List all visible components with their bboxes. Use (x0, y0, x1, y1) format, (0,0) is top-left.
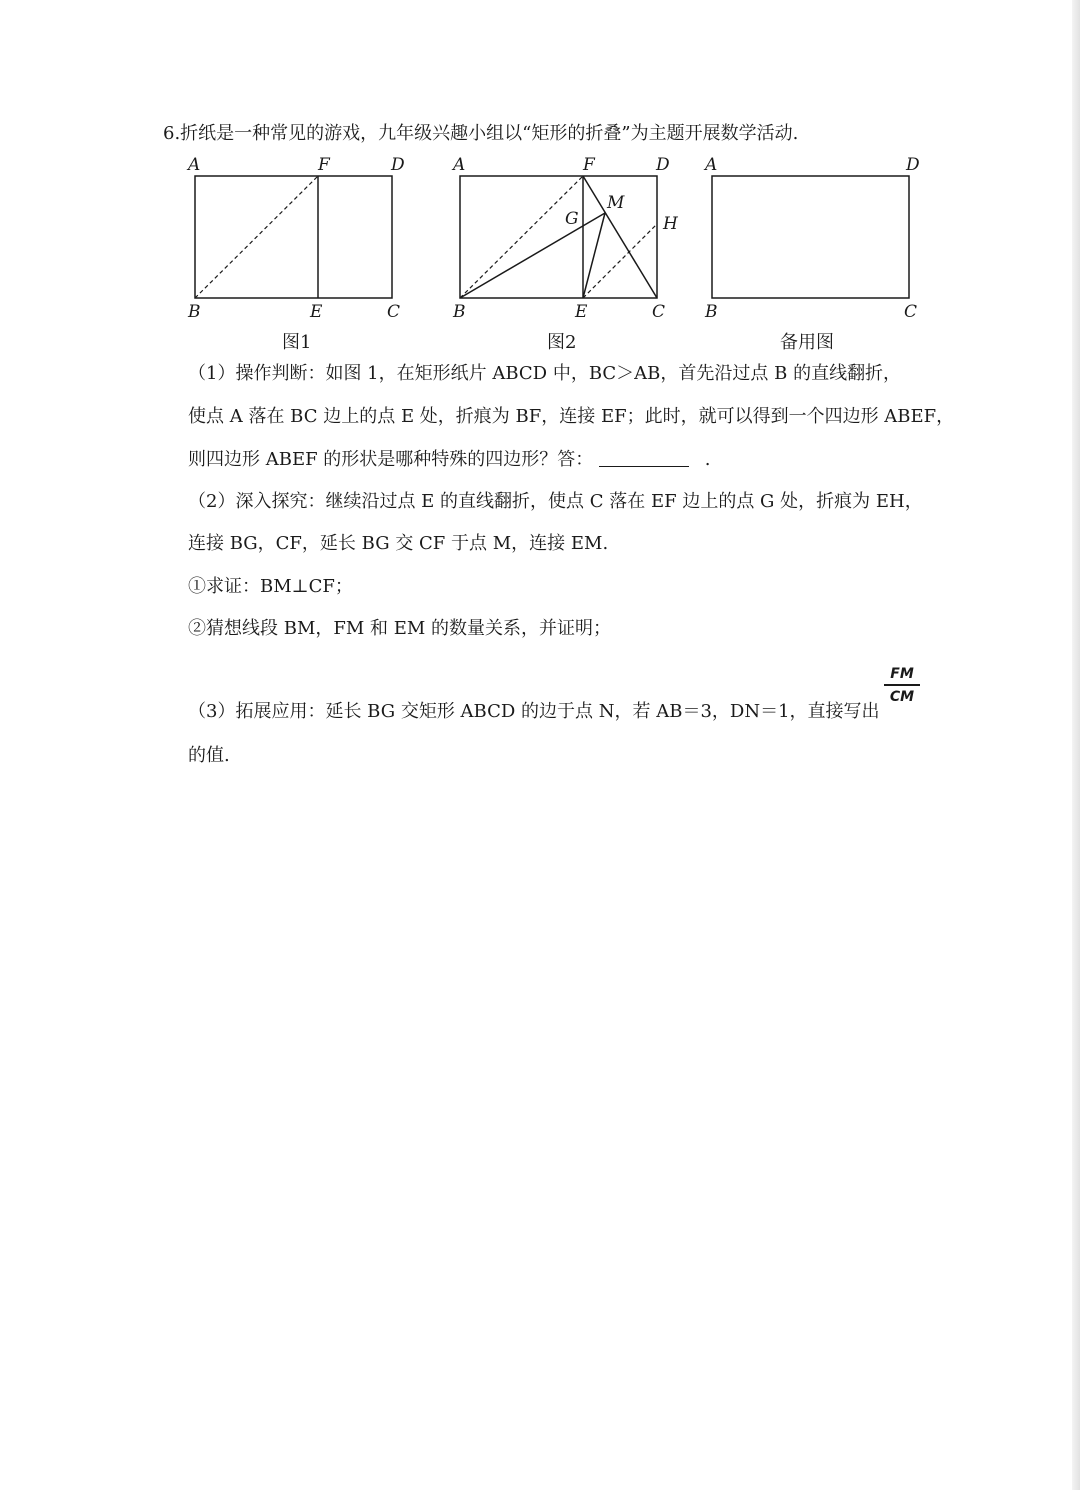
label-c: C (387, 302, 401, 322)
question-title: 6.折纸是一种常见的游戏，九年级兴趣小组以“矩形的折叠”为主题开展数学活动. (163, 123, 799, 144)
label-d: D (906, 155, 920, 175)
figure-1-diagram (180, 150, 420, 325)
label-g: G (565, 209, 579, 229)
figure-2-caption: 图2 (547, 332, 577, 353)
segment-em (583, 213, 605, 298)
part3-line1: （3）拓展应用：延长 BG 交矩形 ABCD 的边于点 N，若 AB＝3，DN＝1，直接写出 (188, 701, 880, 722)
part2-sub1: ①求证：BM⊥CF； (188, 576, 353, 597)
label-f: F (318, 155, 330, 175)
label-d: D (656, 155, 670, 175)
label-c: C (904, 302, 918, 322)
label-b: B (188, 302, 201, 322)
part1-line1: （1）操作判断：如图 1，在矩形纸片 ABCD 中，BC＞AB，首先沿过点 B 的直线翻折， (188, 363, 902, 384)
figure-2 (445, 150, 695, 325)
figure-2-diagram (445, 150, 695, 325)
fraction-denominator: CM (889, 688, 915, 705)
answer-blank[interactable] (599, 448, 689, 467)
label-a: A (705, 155, 718, 175)
page-edge (1072, 0, 1080, 1490)
label-c: C (652, 302, 666, 322)
label-b: B (453, 302, 466, 322)
label-f: F (583, 155, 595, 175)
part1-line3 (188, 448, 711, 472)
crease-eh (583, 224, 657, 298)
label-a: A (188, 155, 201, 175)
figure-1 (180, 150, 420, 325)
rect-abcd (712, 176, 909, 298)
label-e: E (310, 302, 323, 322)
part2-line2: 连接 BG，CF，延长 BG 交 CF 于点 M，连接 EM. (188, 533, 609, 554)
figure-3-caption: 备用图 (780, 332, 834, 353)
part1-line3-prefix: 则四边形 ABEF 的形状是哪种特殊的四边形？答： (188, 449, 594, 470)
rect-abcd (460, 176, 657, 298)
label-h: H (663, 214, 678, 234)
label-m: M (607, 193, 625, 213)
part3-line2: 的值. (188, 745, 230, 766)
part2-sub2: ②猜想线段 BM，FM 和 EM 的数量关系，并证明； (188, 618, 612, 639)
fraction-numerator: FM (890, 666, 914, 682)
label-e: E (575, 302, 588, 322)
part2-line1: （2）深入探究：继续沿过点 E 的直线翻折，使点 C 落在 EF 边上的点 G 处，折痕为 EH， (188, 491, 923, 512)
rect-abcd (195, 176, 392, 298)
figure-3 (697, 150, 937, 325)
label-d: D (391, 155, 405, 175)
part1-line2: 使点 A 落在 BC 边上的点 E 处，折痕为 BF，连接 EF；此时，就可以得到一个四边形 ABEF， (188, 406, 955, 427)
fraction-fm-cm (884, 666, 920, 705)
label-a: A (453, 155, 466, 175)
crease-bf (195, 176, 318, 298)
part1-line3-suffix: . (704, 449, 711, 470)
figure-3-diagram (697, 150, 937, 325)
label-b: B (705, 302, 718, 322)
figure-1-caption: 图1 (282, 332, 312, 353)
